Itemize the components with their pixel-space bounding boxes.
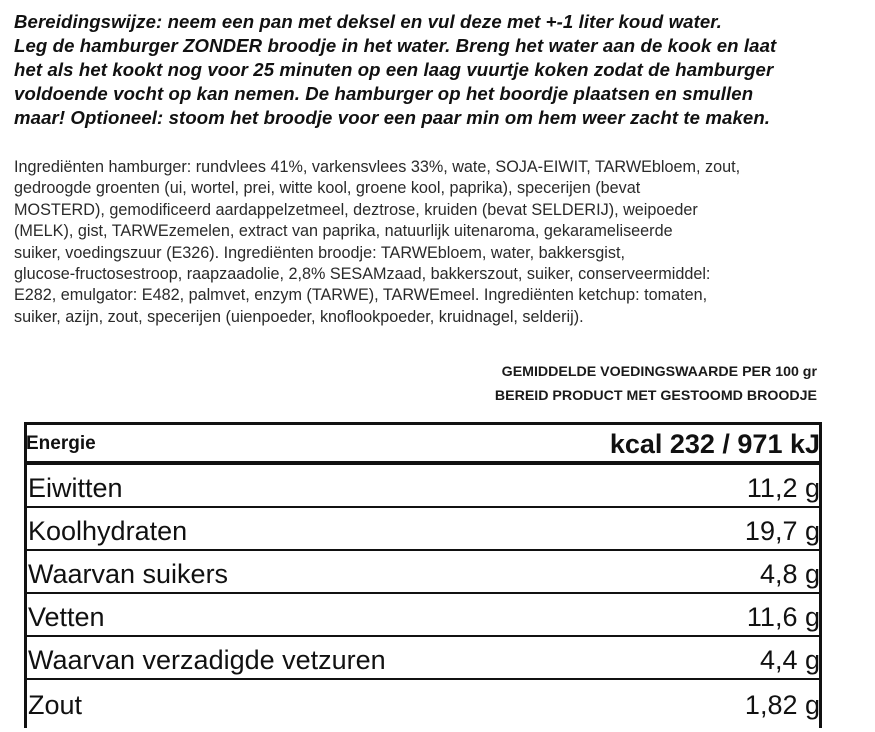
nutrient-value: 4,8 g [759, 559, 820, 589]
preparation-line: het als het kookt nog voor 25 minuten op een laag vuurtje koken zodat de hamburger [14, 59, 774, 80]
nutrition-row-vetten [24, 594, 822, 637]
ingredients-line: (MELK), gist, TARWEzemelen, extract van paprika, natuurlijk uitenaroma, gekarameliseerde [14, 222, 673, 241]
energy-label: Energie [26, 433, 96, 454]
preparation-instructions [14, 10, 869, 130]
nutrition-table [24, 422, 822, 728]
preparation-line: maar! Optioneel: stoom het broodje voor een paar min om hem weer zacht te maken. [14, 107, 771, 128]
caption-line-2: BEREID PRODUCT MET GESTOOMD BROODJE [494, 388, 817, 404]
energy-row [24, 422, 822, 465]
nutrition-row-koolhydraten [24, 508, 822, 551]
ingredients-line: suiker, voedingszuur (E326). Ingrediënten broodje: TARWEbloem, water, bakkersgist, [14, 243, 625, 262]
nutrient-label: Koolhydraten [28, 516, 188, 546]
ingredients-list [14, 157, 859, 328]
ingredients-line: glucose-fructosestroop, raapzaadolie, 2,8% SESAMzaad, bakkerszout, suiker, conserveermiddel: [14, 265, 711, 284]
nutrient-label: Vetten [28, 602, 105, 632]
nutrition-row-zout [24, 680, 822, 723]
nutrient-label: Waarvan verzadigde vetzuren [28, 645, 386, 675]
preparation-line: Bereidingswijze: neem een pan met deksel en vul deze met +-1 liter koud water. [14, 11, 722, 32]
nutrient-value: 11,2 g [746, 473, 820, 503]
nutrient-value: 1,82 g [744, 690, 820, 720]
nutrient-label: Zout [28, 690, 83, 720]
nutrition-row-eiwitten [24, 465, 822, 508]
nutrient-value: 11,6 g [746, 602, 820, 632]
ingredients-line: E282, emulgator: E482, palmvet, enzym (TARWE), TARWEmeel. Ingrediënten ketchup: tomaten, [14, 286, 708, 305]
preparation-line: voldoende vocht op kan nemen. De hamburger op het boordje plaatsen en smullen [14, 83, 754, 104]
nutrient-value: 4,4 g [759, 645, 820, 675]
ingredients-line: Ingrediënten hamburger: rundvlees 41%, varkensvlees 33%, wate, SOJA-EIWIT, TARWEbloem, zout, [14, 158, 741, 176]
caption-line-1: GEMIDDELDE VOEDINGSWAARDE PER 100 gr [501, 364, 817, 380]
ingredients-line: gedroogde groenten (ui, wortel, prei, witte kool, groene kool, paprika), specerijen (bevat [14, 179, 641, 198]
nutrient-label: Eiwitten [28, 473, 123, 503]
ingredients-line: MOSTERD), gemodificeerd aardappelzetmeel, deztrose, kruiden (bevat SELDERIJ), weipoeder [14, 200, 698, 219]
energy-value: kcal 232 / 971 kJ [609, 429, 820, 459]
nutrition-table-caption [495, 360, 817, 408]
nutrition-row-verzadigde-vetzuren [24, 637, 822, 680]
ingredients-line: suiker, azijn, zout, specerijen (uienpoeder, knoflookpoeder, kruidnagel, selderij). [14, 307, 584, 326]
nutrition-row-suikers [24, 551, 822, 594]
nutrient-label: Waarvan suikers [28, 559, 229, 589]
nutrient-value: 19,7 g [744, 516, 820, 546]
preparation-line: Leg de hamburger ZONDER broodje in het water. Breng het water aan de kook en laat [14, 35, 777, 56]
